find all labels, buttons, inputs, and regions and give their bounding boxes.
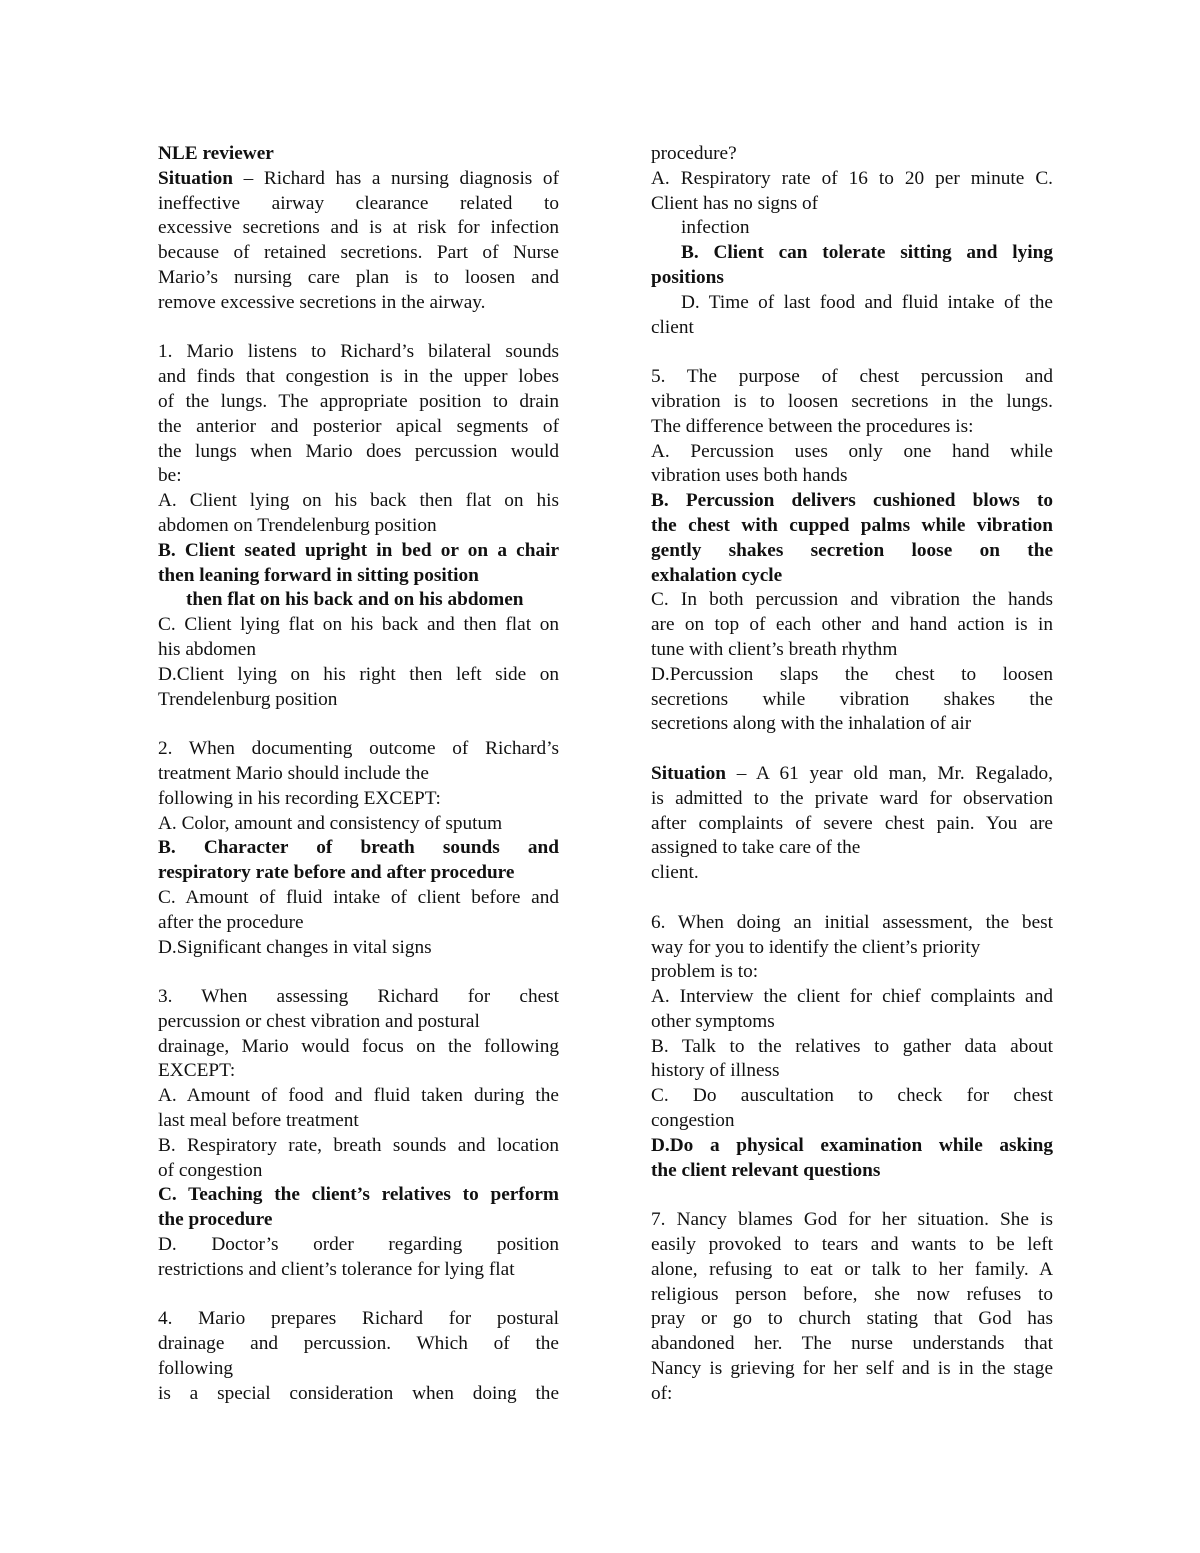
question-2	[158, 737, 559, 960]
option-a: A. Interview the client for chief complaints and	[651, 986, 1053, 1008]
question-line: percussion or chest vibration and postural	[158, 1010, 480, 1032]
option-d: D.Significant changes in vital signs	[158, 936, 432, 958]
question-line: following in his recording EXCEPT:	[158, 787, 441, 809]
situation-2-line: assigned to take care of the	[651, 837, 861, 859]
question-line: The difference between the procedures is:	[651, 415, 974, 437]
option-a: infection	[681, 217, 750, 239]
question-line: way for you to identify the client’s priority	[651, 936, 981, 958]
question-line: the anterior and posterior apical segments of	[158, 415, 559, 437]
option-b-answer: B. Client can tolerate sitting and lying	[681, 242, 1053, 264]
question-line: and finds that congestion is in the upper lobes	[158, 366, 559, 388]
question-line: easily provoked to tears and wants to be left	[651, 1234, 1053, 1256]
question-line: is a special consideration when doing the	[158, 1382, 559, 1404]
option-a: abdomen on Trendelenburg position	[158, 514, 437, 536]
question-line: problem is to:	[651, 961, 759, 983]
question-line: of the lungs. The appropriate position to drain	[158, 390, 559, 412]
question-3	[158, 985, 559, 1283]
situation-1-line: remove excessive secretions in the airway.	[158, 291, 486, 313]
option-d: D. Time of last food and fluid intake of the	[681, 291, 1053, 313]
question-line: the lungs when Mario does percussion would	[158, 440, 559, 462]
option-b-answer: B. Percussion delivers cushioned blows to	[651, 490, 1053, 512]
option-d: secretions while vibration shakes the	[651, 688, 1053, 710]
situation-2-line	[651, 762, 1053, 787]
option-c: C. Amount of fluid intake of client before and	[158, 886, 559, 908]
question-4-continued	[651, 142, 1053, 340]
question-4	[158, 1307, 559, 1406]
option-b: B. Talk to the relatives to gather data about	[651, 1035, 1053, 1057]
question-line: be:	[158, 465, 182, 487]
option-d-answer: the client relevant questions	[651, 1159, 881, 1181]
question-line: procedure?	[651, 143, 737, 164]
option-d: client	[651, 316, 694, 338]
option-b-answer: positions	[651, 266, 724, 288]
question-line: 5. The purpose of chest percussion and	[651, 366, 1053, 388]
question-line: treatment Mario should include the	[158, 762, 429, 784]
situation-1-line: Mario’s nursing care plan is to loosen and	[158, 266, 559, 288]
situation-text: – Richard has a nursing diagnosis of	[233, 167, 559, 189]
option-d: Trendelenburg position	[158, 688, 338, 710]
question-line: pray or go to church stating that God has	[651, 1308, 1053, 1330]
situation-label: Situation	[651, 762, 727, 784]
option-b-answer: then flat on his back and on his abdomen	[186, 589, 524, 611]
option-c: congestion	[651, 1110, 735, 1132]
option-d: secretions along with the inhalation of air	[651, 713, 972, 735]
question-7	[651, 1208, 1053, 1406]
question-6	[651, 911, 1053, 1184]
option-d: D. Doctor’s order regarding position	[158, 1234, 559, 1256]
option-b: history of illness	[651, 1060, 780, 1082]
situation-2-line: after complaints of severe chest pain. You are	[651, 812, 1053, 834]
option-c: his abdomen	[158, 638, 256, 660]
option-b-answer: B. Client seated upright in bed or on a chair	[158, 539, 559, 561]
option-a: A. Percussion uses only one hand while	[651, 440, 1053, 462]
option-b-answer: the chest with cupped palms while vibration	[651, 514, 1053, 536]
option-a: vibration uses both hands	[651, 465, 848, 487]
situation-text: – A 61 year old man, Mr. Regalado,	[726, 762, 1053, 784]
option-c: are on top of each other and hand action is in	[651, 614, 1053, 636]
option-c: C. Do auscultation to check for chest	[651, 1085, 1053, 1107]
option-b-answer: then leaning forward in sitting position	[158, 564, 479, 586]
left-column	[158, 142, 559, 1407]
situation-2	[651, 762, 1053, 886]
option-a: A. Client lying on his back then flat on his	[158, 490, 559, 512]
situation-label: Situation	[158, 167, 234, 189]
option-d: restrictions and client’s tolerance for lying flat	[158, 1258, 515, 1280]
option-c: tune with client’s breath rhythm	[651, 638, 898, 660]
question-5	[651, 365, 1053, 737]
situation-2-line: client.	[651, 862, 699, 884]
question-line: 1. Mario listens to Richard’s bilateral sounds	[158, 341, 559, 363]
question-line: Nancy is grieving for her self and is in the stage	[651, 1358, 1053, 1380]
document-title: NLE reviewer	[158, 143, 274, 164]
question-line: vibration is to loosen secretions in the lungs.	[651, 390, 1053, 412]
option-b: B. Respiratory rate, breath sounds and location	[158, 1134, 559, 1156]
question-1	[158, 340, 559, 712]
situation-1-line: because of retained secretions. Part of Nurse	[158, 242, 559, 264]
question-line: drainage, Mario would focus on the following	[158, 1035, 559, 1057]
option-c-answer: C. Teaching the client’s relatives to perform	[158, 1184, 559, 1206]
option-a: A. Amount of food and fluid taken during the	[158, 1085, 559, 1107]
option-c-answer: the procedure	[158, 1209, 273, 1231]
question-line: following	[158, 1358, 233, 1380]
option-b: of congestion	[158, 1159, 263, 1181]
option-d-answer: D.Do a physical examination while asking	[651, 1134, 1053, 1156]
option-b-answer: exhalation cycle	[651, 564, 783, 586]
option-b-answer: gently shakes secretion loose on the	[651, 539, 1053, 561]
question-line: alone, refusing to eat or talk to her family. A	[651, 1258, 1053, 1280]
option-a: A. Color, amount and consistency of sputum	[158, 812, 503, 834]
question-line: 4. Mario prepares Richard for postural	[158, 1308, 559, 1330]
question-line: drainage and percussion. Which of the	[158, 1333, 559, 1355]
right-column	[651, 142, 1053, 1407]
question-line: of:	[651, 1382, 673, 1404]
situation-2-line: is admitted to the private ward for observation	[651, 787, 1053, 809]
question-line: 2. When documenting outcome of Richard’s	[158, 738, 559, 760]
option-b-answer: respiratory rate before and after procedure	[158, 862, 515, 884]
option-c: after the procedure	[158, 911, 304, 933]
option-a: other symptoms	[651, 1010, 775, 1032]
question-line: 7. Nancy blames God for her situation. She is	[651, 1209, 1053, 1231]
question-line: 6. When doing an initial assessment, the best	[651, 911, 1053, 933]
situation-1-line: ineffective airway clearance related to	[158, 192, 559, 214]
question-line: abandoned her. The nurse understands that	[651, 1333, 1053, 1355]
question-line: EXCEPT:	[158, 1060, 236, 1082]
situation-1-line	[158, 167, 559, 192]
option-c: C. Client lying flat on his back and then flat on	[158, 614, 559, 636]
option-c: C. In both percussion and vibration the hands	[651, 589, 1053, 611]
situation-1	[158, 167, 559, 316]
situation-1-line: excessive secretions and is at risk for infection	[158, 217, 559, 239]
question-line: 3. When assessing Richard for chest	[158, 986, 559, 1008]
option-a: last meal before treatment	[158, 1110, 359, 1132]
option-a: Client has no signs of	[651, 192, 819, 214]
option-a: A. Respiratory rate of 16 to 20 per minute C.	[651, 167, 1053, 189]
question-line: religious person before, she now refuses to	[651, 1283, 1053, 1305]
option-d: D.Client lying on his right then left side on	[158, 663, 559, 685]
option-d: D.Percussion slaps the chest to loosen	[651, 663, 1053, 685]
option-b-answer: B. Character of breath sounds and	[158, 837, 559, 859]
